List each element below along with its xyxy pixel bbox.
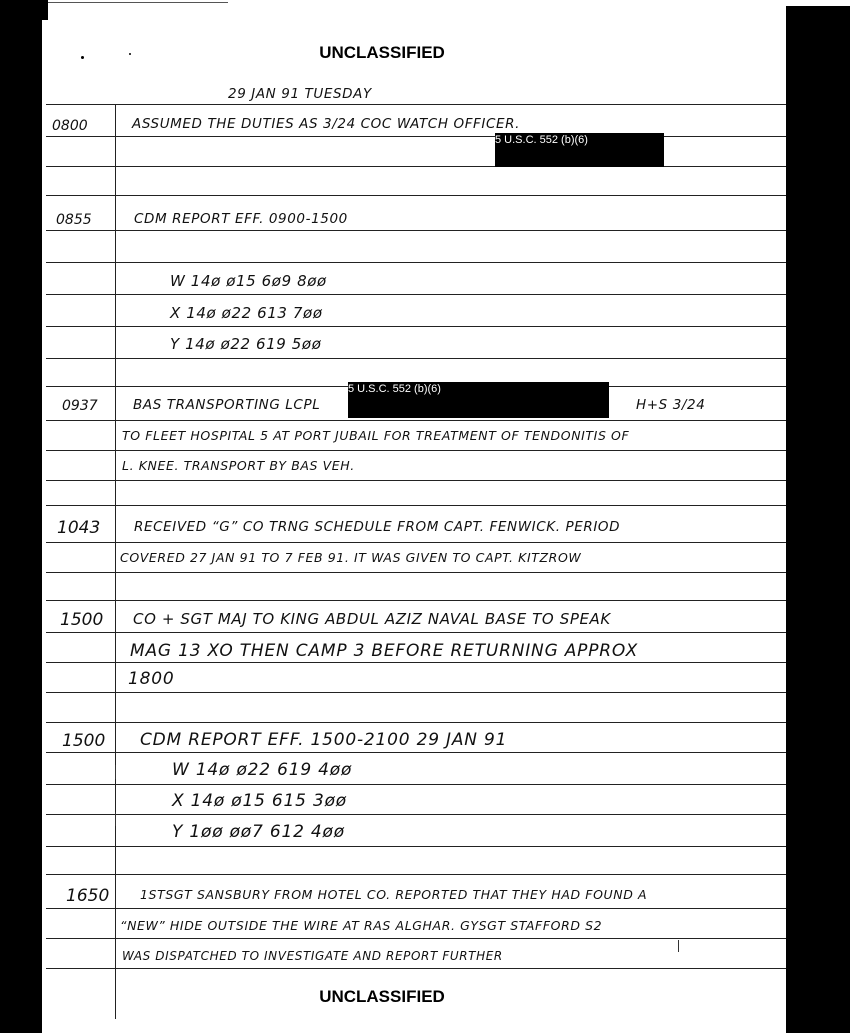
punch-dot [129, 53, 131, 55]
entry-text: MAG 13 XO THEN CAMP 3 BEFORE RETURNING APPROX [130, 641, 639, 661]
entry-text: TO FLEET HOSPITAL 5 AT PORT JUBAIL FOR TREATMENT OF TENDONITIS OF [122, 428, 630, 443]
entry-text: 1800 [128, 669, 175, 689]
entry-text: WAS DISPATCHED TO INVESTIGATE AND REPORT FURTHER [122, 949, 503, 963]
redaction-block [348, 382, 609, 418]
entry-time: 0800 [52, 118, 88, 134]
redaction-label: 5 U.S.C. 552 (b)(6) [495, 134, 588, 146]
entry-time: 1500 [60, 610, 104, 630]
entry-text: BAS TRANSPORTING LCPL [133, 397, 321, 413]
scan-left-border [0, 0, 42, 1033]
margin-tick [115, 812, 116, 826]
entry-text: CDM REPORT EFF. 1500-2100 29 JAN 91 [140, 730, 508, 750]
entry-time: 0937 [62, 398, 98, 414]
header-classification: UNCLASSIFIED [319, 43, 445, 62]
entry-time: 1500 [62, 731, 106, 751]
entry-text: CO + SGT MAJ TO KING ABDUL AZIZ NAVAL BASE TO SPEAK [133, 610, 611, 628]
entry-text: RECEIVED “G” CO TRNG SCHEDULE FROM CAPT. FENWICK. PERIOD [134, 519, 621, 535]
scan-left-notch [38, 0, 48, 20]
cdm-reading: W 14ø ø22 619 4øø [172, 760, 353, 780]
entry-text: 1STSGT SANSBURY FROM HOTEL CO. REPORTED THAT THEY HAD FOUND A [140, 887, 648, 902]
cdm-reading: W 14ø ø15 6ø9 8øø [170, 272, 327, 290]
time-column-divider [115, 104, 116, 1019]
entry-text: CDM REPORT EFF. 0900-1500 [134, 211, 348, 227]
redaction-label: 5 U.S.C. 552 (b)(6) [348, 383, 441, 395]
footer-classification: UNCLASSIFIED [319, 987, 445, 1006]
entry-time: 0855 [56, 212, 92, 228]
redaction-block [495, 133, 664, 167]
entry-text: ASSUMED THE DUTIES AS 3/24 COC WATCH OFFICER. [132, 116, 521, 132]
entry-time: 1650 [66, 886, 110, 906]
entry-text: H+S 3/24 [636, 397, 706, 413]
cdm-reading: Y 1øø øø7 612 4øø [172, 822, 345, 842]
punch-dot [81, 56, 84, 59]
entry-time: 1043 [57, 518, 101, 538]
cdm-reading: X 14ø ø22 613 7øø [170, 304, 323, 322]
entry-text: COVERED 27 JAN 91 TO 7 FEB 91. IT WAS GIVEN TO CAPT. KITZROW [120, 550, 582, 565]
entry-text: L. KNEE. TRANSPORT BY BAS VEH. [122, 458, 355, 473]
cdm-reading: X 14ø ø15 615 3øø [172, 791, 347, 811]
entry-text: “NEW” HIDE OUTSIDE THE WIRE AT RAS ALGHAR. GYSGT STAFFORD S2 [120, 918, 603, 933]
margin-tick [115, 765, 116, 779]
log-date: 29 JAN 91 TUESDAY [228, 86, 372, 102]
scan-right-border [786, 6, 850, 1033]
cdm-reading: Y 14ø ø22 619 5øø [170, 335, 322, 353]
margin-tick [678, 940, 679, 952]
scan-top-rule [48, 2, 228, 3]
